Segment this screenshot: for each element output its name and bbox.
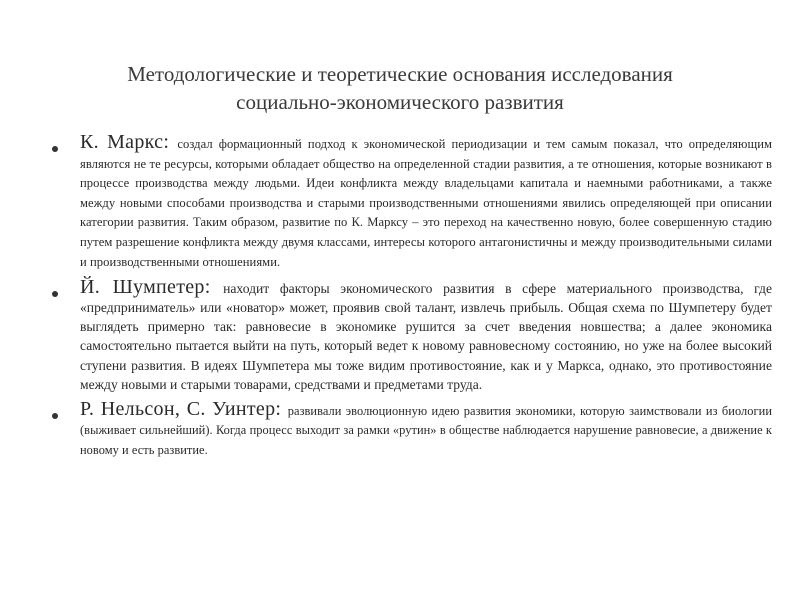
title-line-1: Методологические и теоретические основания исследования xyxy=(127,62,673,86)
bullet-dot-icon xyxy=(52,413,58,419)
bullet-marx xyxy=(50,133,772,272)
bullet-dot-icon xyxy=(52,146,58,152)
slide-title xyxy=(60,60,740,116)
bullet-text: находит факторы экономического развития в сфере материального производства, где «предприниматель» или «новатор» может, проявив свой талант, извлечь прибыль. Общая схема по Шумпетеру будет выглядеть примерно так: равновесие в экономике рушится за счет введения новшества; а далее экономика самостоятельно пытается выйти на путь, который ведет к новому равновесному состоянию, но уже на более высокий ступени развития. В идеях Шумпетера мы тоже видим противостояние, как и у Маркса, однако, это противостояние между новыми и старыми товарами, средствами и предметами труда. xyxy=(80,281,772,392)
bullet-text: создал формационный подход к экономической периодизации и тем самым показал, что определяющим являются не те ресурсы, которыми обладает общество на определенной стадии развития, а те отношения, которые возникают в процессе производства между людьми. Идеи конфликта между владельцами капитала и наемными работниками, а также между новыми способами производства и старыми производственными отношениями явились определяющей при описании категории развития. Таким образом, развитие по К. Марксу – это переход на качественно новую, более совершенную стадию путем разрешение конфликта между двумя классами, интересы которого антагонистичны и между производительными силами и производственными отношениями. xyxy=(80,137,773,269)
bullet-list xyxy=(50,133,772,467)
bullet-name: К. Маркс: xyxy=(80,131,178,153)
bullet-text: развивали эволюционную идею развития экономики, которую заимствовали из биологии (выживает сильнейший). Когда процесс выходит за рамки «рутин» в обществе наблюдается нарушение равновесие, а движение к новому и есть развитие. xyxy=(80,403,772,457)
bullet-schumpeter xyxy=(50,278,772,394)
bullet-name: Й. Шумпетер: xyxy=(80,276,224,299)
title-line-2: социально-экономического развития xyxy=(236,90,564,114)
bullet-nelson-winter xyxy=(50,397,772,461)
bullet-dot-icon xyxy=(52,291,58,297)
bullet-name: Р. Нельсон, С. Уинтер: xyxy=(80,397,288,420)
